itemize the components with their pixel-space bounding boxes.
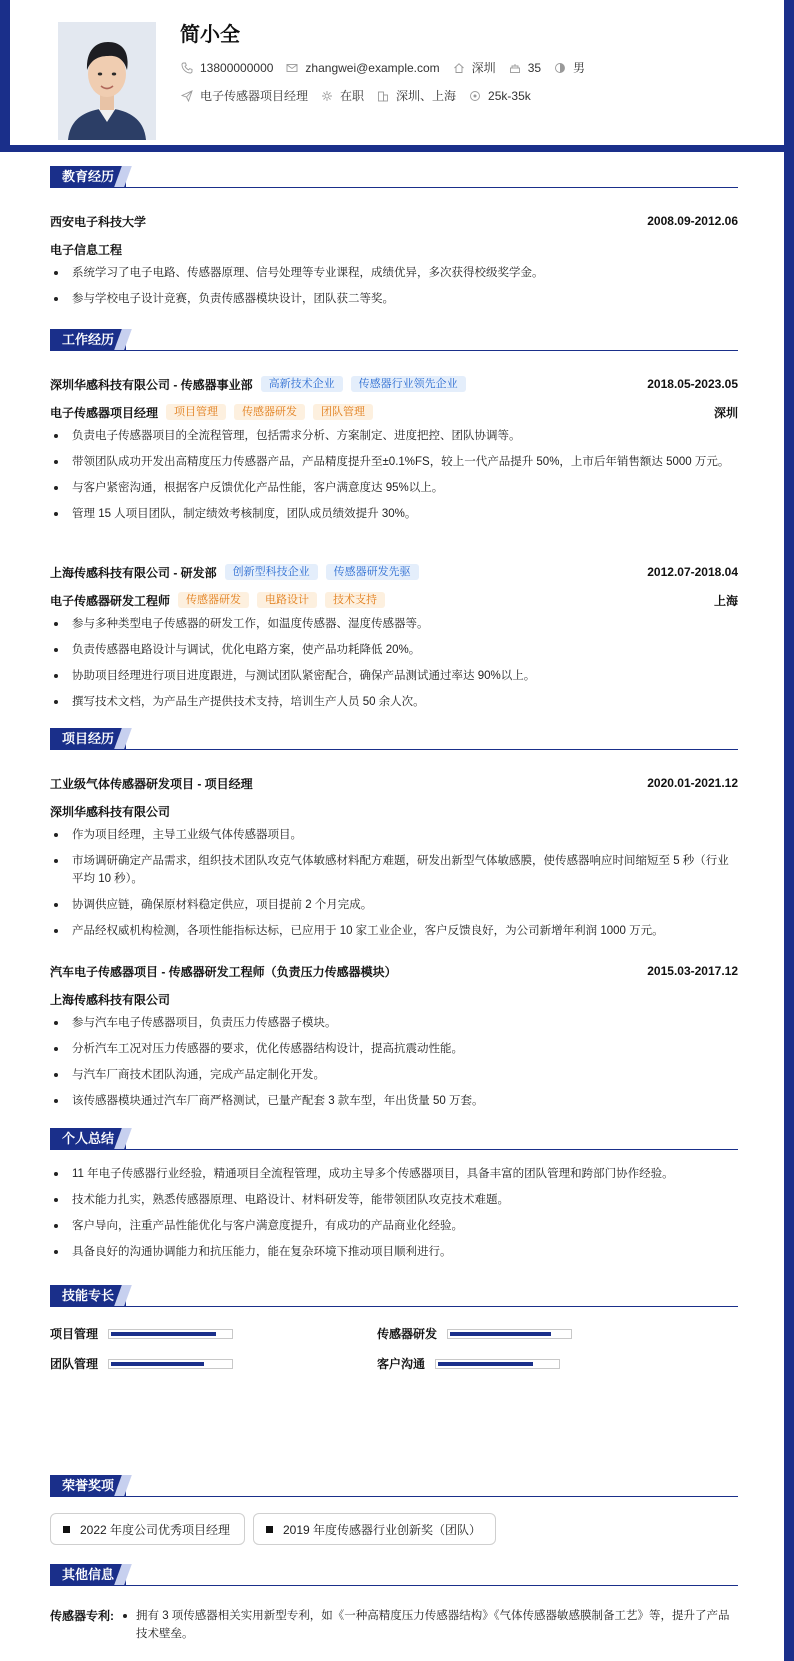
position-item bbox=[180, 87, 308, 104]
project-2-company-row bbox=[50, 990, 738, 1008]
list-item: 与客户紧密沟通，根据客户反馈优化产品性能，客户满意度达 95%以上。 bbox=[50, 479, 738, 497]
project-2-company: 上海传感科技有限公司 bbox=[50, 992, 171, 1007]
right-frame bbox=[784, 152, 794, 1661]
status-item bbox=[320, 87, 364, 104]
section-summary bbox=[50, 1128, 738, 1150]
other-text: 拥有 3 项传感器相关实用新型专利，如《一种高精度压力传感器结构》《气体传感器敏感膜制备工艺》等，提升了产品技术壁垒。 bbox=[120, 1607, 738, 1643]
education-school: 西安电子科技大学 bbox=[50, 214, 147, 229]
work-1-period: 2018.05-2023.05 bbox=[647, 377, 738, 391]
skill-bar bbox=[108, 1359, 233, 1369]
work-2-location: 上海 bbox=[713, 593, 738, 608]
position-value: 电子传感器项目经理 bbox=[200, 89, 309, 103]
skill-name: 客户沟通 bbox=[377, 1357, 426, 1371]
gear-icon bbox=[320, 89, 334, 103]
role-tag: 传感器研发 bbox=[178, 592, 249, 608]
skill-bar-fill bbox=[111, 1362, 204, 1366]
city-value: 深圳 bbox=[471, 61, 496, 75]
skill-project-management bbox=[50, 1325, 233, 1342]
age-item bbox=[508, 61, 541, 75]
skill-bar bbox=[435, 1359, 560, 1369]
cake-icon bbox=[508, 61, 522, 75]
target-city-value: 深圳、上海 bbox=[396, 89, 457, 103]
skill-name: 传感器研发 bbox=[377, 1327, 438, 1341]
project-2-header bbox=[50, 962, 738, 980]
phone-value: 13800000000 bbox=[200, 60, 274, 75]
project-1-bullets bbox=[50, 826, 738, 948]
salary-value: 25k-35k bbox=[488, 88, 531, 103]
list-item: 技术能力扎实，熟悉传感器原理、电路设计、材料研发等，能带领团队攻克技术难题。 bbox=[50, 1191, 738, 1209]
work-2-role-row bbox=[50, 591, 738, 609]
company-tag: 高新技术企业 bbox=[261, 376, 343, 392]
project-1-company: 深圳华感科技有限公司 bbox=[50, 804, 171, 819]
phone-item bbox=[180, 61, 273, 75]
section-education bbox=[50, 166, 738, 188]
role-tag: 项目管理 bbox=[166, 404, 226, 420]
list-item: 参与多种类型电子传感器的研发工作，如温度传感器、湿度传感器等。 bbox=[50, 615, 738, 633]
section-education-label: 教育经历 bbox=[50, 166, 126, 187]
contact-row bbox=[180, 59, 597, 76]
email-value: zhangwei@example.com bbox=[305, 60, 440, 75]
building-icon bbox=[376, 89, 390, 103]
education-major: 电子信息工程 bbox=[50, 242, 123, 257]
education-header bbox=[50, 212, 738, 230]
project-1-title: 工业级气体传感器研发项目 - 项目经理 bbox=[50, 776, 253, 791]
section-other bbox=[50, 1564, 738, 1586]
company-tag: 传感器研发先驱 bbox=[326, 564, 419, 580]
avatar bbox=[58, 22, 156, 140]
gender-item bbox=[553, 59, 585, 76]
salary-item bbox=[468, 89, 531, 103]
list-item: 系统学习了电子电路、传感器原理、信号处理等专业课程，成绩优异，多次获得校级奖学金。 bbox=[50, 264, 738, 282]
section-skills-label: 技能专长 bbox=[50, 1285, 126, 1306]
role-tag: 传感器研发 bbox=[234, 404, 305, 420]
coin-icon bbox=[468, 89, 482, 103]
target-city-item bbox=[376, 87, 456, 104]
project-1-header bbox=[50, 774, 738, 792]
list-item: 客户导向，注重产品性能优化与客户满意度提升，有成功的产品商业化经验。 bbox=[50, 1217, 738, 1235]
list-item: 撰写技术文档，为产品生产提供技术支持，培训生产人员 50 余人次。 bbox=[50, 693, 738, 711]
gender-icon bbox=[553, 61, 567, 75]
work-2-period: 2012.07-2018.04 bbox=[647, 565, 738, 579]
list-item: 市场调研确定产品需求，组织技术团队攻克气体敏感材料配方难题，研发出新型气体敏感膜，使传感器响应时间缩短至 5 秒（行业平均 10 秒）。 bbox=[50, 852, 738, 888]
award-badge bbox=[50, 1513, 245, 1545]
skill-bar bbox=[108, 1329, 233, 1339]
project-2-period: 2015.03-2017.12 bbox=[647, 964, 738, 978]
skill-name: 团队管理 bbox=[50, 1357, 99, 1371]
list-item: 负责传感器电路设计与调试，优化电路方案，使产品功耗降低 20%。 bbox=[50, 641, 738, 659]
education-period: 2008.09-2012.06 bbox=[647, 214, 738, 228]
city-item bbox=[452, 59, 496, 76]
list-item: 该传感器模块通过汽车厂商严格测试，已量产配套 3 款车型，年出货量 50 万套。 bbox=[50, 1092, 738, 1110]
skill-customer-communication bbox=[377, 1355, 560, 1372]
skill-bar bbox=[447, 1329, 572, 1339]
profile-name: 简小全 bbox=[180, 24, 240, 46]
project-2-title: 汽车电子传感器项目 - 传感器研发工程师（负责压力传感器模块） bbox=[50, 964, 397, 979]
gender-value: 男 bbox=[573, 61, 586, 75]
work-1-location: 深圳 bbox=[713, 405, 738, 420]
list-item: 带领团队成功开发出高精度压力传感器产品，产品精度提升至±0.1%FS，较上一代产品提升 50%，上市后年销售额达 5000 万元。 bbox=[50, 453, 738, 471]
work-2-header bbox=[50, 563, 738, 581]
home-icon bbox=[452, 61, 466, 75]
role-tag: 电路设计 bbox=[257, 592, 317, 608]
work-2-role: 电子传感器研发工程师 bbox=[50, 593, 171, 608]
work-1-company: 深圳华感科技有限公司 - 传感器事业部 bbox=[50, 377, 253, 392]
skill-name: 项目管理 bbox=[50, 1327, 99, 1341]
company-tag: 传感器行业领先企业 bbox=[351, 376, 466, 392]
list-item: 具备良好的沟通协调能力和抗压能力，能在复杂环境下推动项目顺利进行。 bbox=[50, 1243, 738, 1261]
email-icon bbox=[285, 61, 299, 75]
section-skills bbox=[50, 1285, 738, 1307]
status-value: 在职 bbox=[340, 89, 365, 103]
education-major-row bbox=[50, 240, 738, 258]
work-1-bullets bbox=[50, 427, 738, 531]
award-badge bbox=[253, 1513, 496, 1545]
list-item: 协调供应链，确保原材料稳定供应，项目提前 2 个月完成。 bbox=[50, 896, 738, 914]
list-item: 负责电子传感器项目的全流程管理，包括需求分析、方案制定、进度把控、团队协调等。 bbox=[50, 427, 738, 445]
list-item: 参与学校电子设计竞赛，负责传感器模块设计，团队获二等奖。 bbox=[50, 290, 738, 308]
section-awards bbox=[50, 1475, 738, 1497]
email-item bbox=[285, 61, 439, 75]
project-1-company-row bbox=[50, 802, 738, 820]
skill-team-management bbox=[50, 1355, 233, 1372]
list-item: 作为项目经理，主导工业级气体传感器项目。 bbox=[50, 826, 738, 844]
list-item: 产品经权威机构检测，各项性能指标达标，已应用于 10 家工业企业，客户反馈良好，为公司新增年利润 1000 万元。 bbox=[50, 922, 738, 940]
role-tag: 团队管理 bbox=[313, 404, 373, 420]
square-bullet-icon bbox=[63, 1526, 70, 1533]
list-item: 协助项目经理进行项目进度跟进，与测试团队紧密配合，确保产品测试通过率达 90%以上。 bbox=[50, 667, 738, 685]
send-icon bbox=[180, 89, 194, 103]
project-2-bullets bbox=[50, 1014, 738, 1118]
work-1-role: 电子传感器项目经理 bbox=[50, 405, 159, 420]
section-summary-label: 个人总结 bbox=[50, 1128, 126, 1149]
skill-bar-fill bbox=[450, 1332, 551, 1336]
skill-bar-fill bbox=[111, 1332, 216, 1336]
work-2-bullets bbox=[50, 615, 738, 719]
list-item: 分析汽车工况对压力传感器的要求，优化传感器结构设计，提高抗震动性能。 bbox=[50, 1040, 738, 1058]
avatar-portrait-icon bbox=[58, 22, 156, 140]
company-tag: 创新型科技企业 bbox=[225, 564, 318, 580]
list-item: 管理 15 人项目团队，制定绩效考核制度，团队成员绩效提升 30%。 bbox=[50, 505, 738, 523]
work-1-role-row bbox=[50, 403, 738, 421]
section-project bbox=[50, 728, 738, 750]
section-work-label: 工作经历 bbox=[50, 329, 126, 350]
section-awards-label: 荣誉奖项 bbox=[50, 1475, 126, 1496]
skill-bar-fill bbox=[438, 1362, 533, 1366]
award-text: 2019 年度传感器行业创新奖（团队） bbox=[283, 1522, 482, 1537]
list-item: 与汽车厂商技术团队沟通，完成产品定制化开发。 bbox=[50, 1066, 738, 1084]
role-tag: 技术支持 bbox=[325, 592, 385, 608]
list-item: 参与汽车电子传感器项目，负责压力传感器子模块。 bbox=[50, 1014, 738, 1032]
phone-icon bbox=[180, 61, 194, 75]
section-project-label: 项目经历 bbox=[50, 728, 126, 749]
square-bullet-icon bbox=[266, 1526, 273, 1533]
project-1-period: 2020.01-2021.12 bbox=[647, 776, 738, 790]
skill-sensor-rd bbox=[377, 1325, 572, 1342]
other-label: 传感器专利: bbox=[50, 1609, 114, 1623]
summary-bullets bbox=[50, 1165, 738, 1269]
work-2-company: 上海传感科技有限公司 - 研发部 bbox=[50, 565, 217, 580]
work-1-header bbox=[50, 375, 738, 393]
age-value: 35 bbox=[527, 60, 542, 75]
section-work bbox=[50, 329, 738, 351]
job-row bbox=[180, 87, 543, 104]
award-text: 2022 年度公司优秀项目经理 bbox=[80, 1522, 231, 1537]
education-bullets bbox=[50, 264, 738, 316]
list-item: 11 年电子传感器行业经验，精通项目全流程管理，成功主导多个传感器项目，具备丰富的团队管理和跨部门协作经验。 bbox=[50, 1165, 738, 1183]
section-other-label: 其他信息 bbox=[50, 1564, 126, 1585]
